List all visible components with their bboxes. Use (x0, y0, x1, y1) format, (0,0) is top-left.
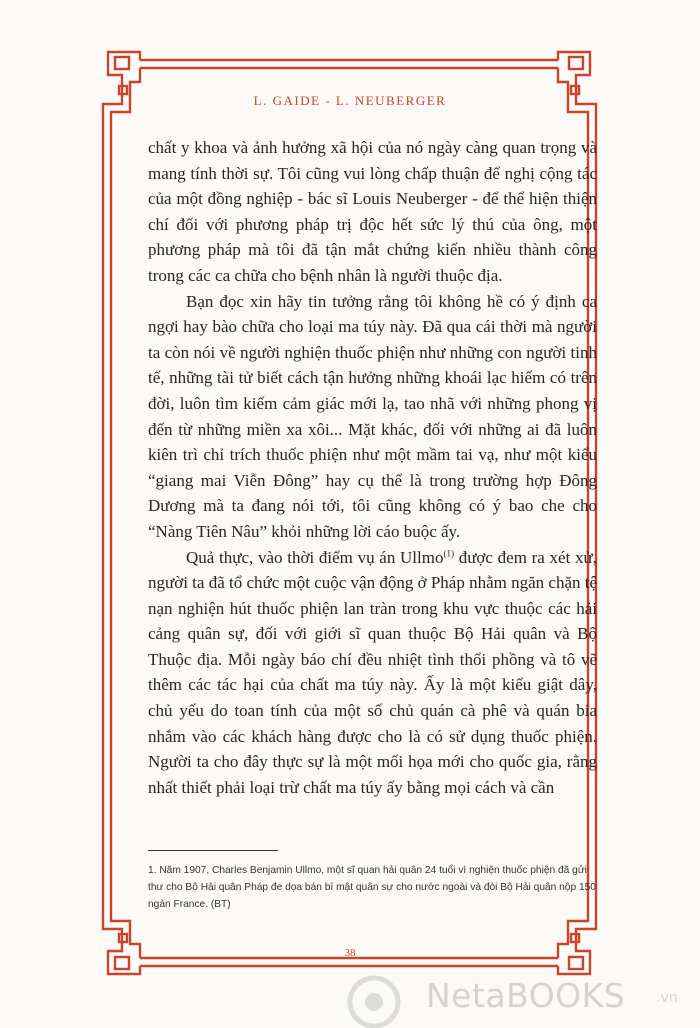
watermark-logo-icon (324, 970, 424, 1028)
running-head: L. GAIDE - L. NEUBERGER (253, 93, 447, 108)
footnote-reference[interactable]: (1) (443, 547, 454, 558)
watermark-suffix: .vn (656, 990, 678, 1006)
watermark (316, 970, 700, 1028)
footnote-divider (148, 850, 278, 851)
body-text (148, 135, 597, 800)
paragraph-1: chất y khoa và ảnh hưởng xã hội của nó ngày càng quan trọng và mang tính thời sự. Tôi cũng vui lòng chấp thuận để nghị cộng tác của một đồng nghiệp - bác sĩ Louis Neuberger - để thể hiện thiện chí đối với phương pháp trị độc hết sức lý thú của ông, một phương pháp mà tôi đã tận mắt chứng kiến nhiều thành công trong các ca chữa cho bệnh nhân là người thuộc địa. (148, 138, 597, 285)
paragraph-3-start: Quả thực, vào thời điểm vụ án Ullmo (186, 547, 444, 567)
paragraph-2: Bạn đọc xin hãy tin tưởng rằng tôi không hề có ý định ca ngợi hay bào chữa cho loại ma túy này. Đã qua cái thời mà người ta còn nói về người nghiện thuốc phiện như những con người tinh tế, những tài tử biết cách tận hưởng những khoái lạc hiếm có trên đời, luôn tìm kiếm cảm giác mới lạ, tao nhã với những phong vị đến từ những miền xa xôi... Mặt khác, đối với những ai đã luôn kiên trì chỉ trích thuốc phiện như một mầm tai vạ, như một kiểu “giang mai Viễn Đông” hay cụ thể là trong trường hợp Đông Dương mà ta đang nói tới, tôi cũng không có ý bao che cho “Nàng Tiên Nâu” khỏi những lời cáo buộc ấy. (148, 291, 597, 541)
page-number: 38 (344, 947, 356, 959)
watermark-brand: NetaBOOKS (426, 976, 626, 1015)
footnote: 1. Năm 1907, Charles Benjamin Ullmo, một sĩ quan hải quân 24 tuổi vì nghiện thuốc phiện đã gửi thư cho Bộ Hải quân Pháp đe dọa bán bí mật quân sự cho nước ngoài và đòi Bộ Hải quân nộp 150 ngàn France. (BT) (148, 865, 596, 910)
paragraph-3-rest: được đem ra xét xử, người ta đã tổ chức một cuộc vận động ở Pháp nhằm ngăn chặn tệ nạn nghiện hút thuốc phiện lan tràn trong khu vực thuộc các hải cảng quân sự, đối với giới sĩ quan thuộc Bộ Hải quân và Bộ Thuộc địa. Mỗi ngày báo chí đều nhiệt tình thổi phồng và tô vẽ thêm các tác hại của chất ma túy này. Ấy là một kiểu giật dây, chủ yếu do toan tính của một số chủ quán cà phê và quán bia nhắm vào các khách hàng được cho là có sử dụng thuốc phiện. Người ta cho đây thực sự là một mối họa mới cho quốc gia, rằng nhất thiết phải loại trừ chất ma túy ấy bằng mọi cách và cần (148, 547, 598, 797)
paragraph-3 (148, 545, 597, 801)
